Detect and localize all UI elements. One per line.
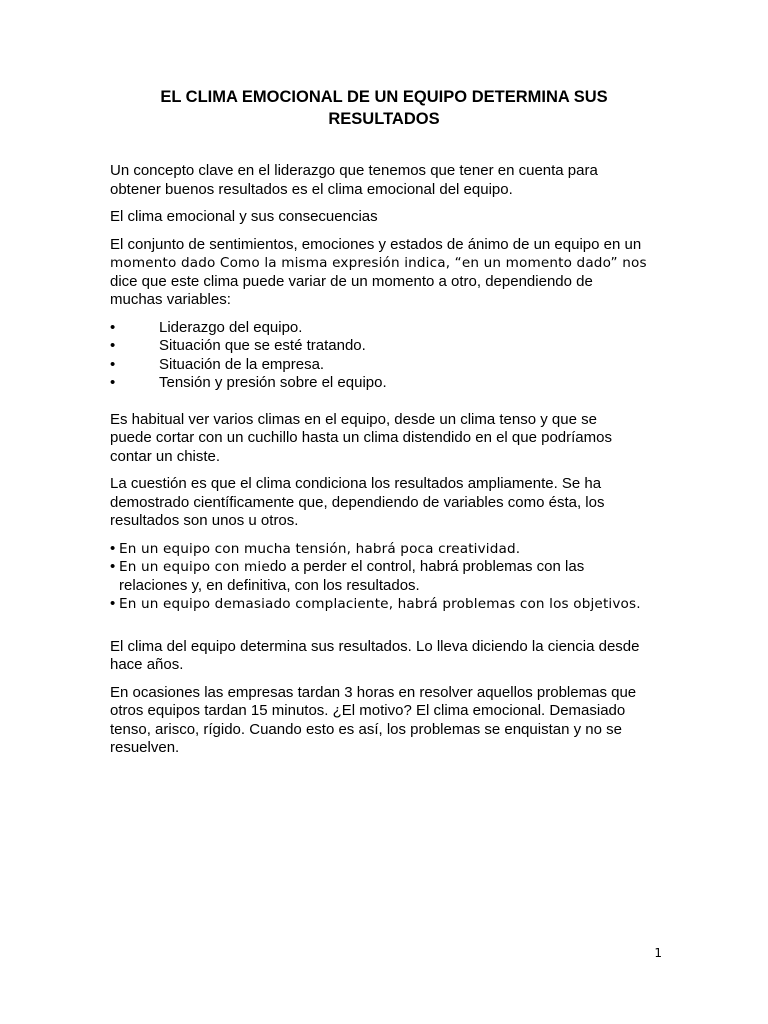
list-item: • Liderazgo del equipo. xyxy=(110,318,303,336)
section-subheading: El clima emocional y sus consecuencias xyxy=(110,208,378,225)
occasions-paragraph: En ocasiones las empresas tardan 3 horas en resolver aquellos problemas que otros equipos tardan 15 minutos. ¿El motivo? El clima emocional. Demasiado tenso, arisco, rígido. Cuando esto es así, los problemas se enquistan y no se resuelven. xyxy=(110,683,637,756)
list-item: • En un equipo con miedo a perder el control, habrá problemas con las relaciones y, en definitiva, con los resultados. xyxy=(110,558,585,594)
definition-paragraph: El conjunto de sentimientos, emociones y estados de ánimo de un equipo en un momento dado Como la misma expresión indica, “en un momento dado” nos dice que este clima puede variar de un momento a otro, dependiendo de muchas variables: xyxy=(110,235,647,308)
page-number: 1 xyxy=(654,946,662,960)
bullet-icon: • xyxy=(110,337,116,354)
results-paragraph: La cuestión es que el clima condiciona los resultados ampliamente. Se ha demostrado científicamente que, dependiendo de variables como ésta, los resultados son unos u otros. xyxy=(110,475,605,529)
list-item: • Situación que se esté tratando. xyxy=(110,337,366,354)
title-line: EL CLIMA EMOCIONAL DE UN EQUIPO DETERMINA SUS xyxy=(160,88,608,106)
climates-paragraph: Es habitual ver varios climas en el equipo, desde un clima tenso y que se puede cortar con un cuchillo hasta un clima distendido en el que podríamos contar un chiste. xyxy=(110,410,612,465)
list-item: • Situación de la empresa. xyxy=(110,355,325,373)
list-item: • En un equipo con mucha tensión, habrá poca creatividad. xyxy=(110,539,521,557)
title-line: RESULTADOS xyxy=(328,110,440,128)
examples-list xyxy=(110,540,670,614)
bullet-icon: • xyxy=(110,539,116,557)
list-item: • Tensión y presión sobre el equipo. xyxy=(110,374,387,391)
document-body xyxy=(110,162,670,767)
intro-paragraph: Un concepto clave en el liderazgo que tenemos que tener en cuenta para obtener buenos resultados es el clima emocional del equipo. xyxy=(110,162,598,198)
document-title xyxy=(110,86,658,130)
bullet-icon: • xyxy=(110,558,116,575)
list-item: • En un equipo demasiado complaciente, habrá problemas con los objetivos. xyxy=(110,595,641,612)
bullet-icon: • xyxy=(110,595,116,612)
variables-list xyxy=(110,319,670,393)
bullet-icon: • xyxy=(110,374,116,391)
bullet-icon: • xyxy=(110,318,116,336)
science-paragraph: El clima del equipo determina sus resultados. Lo lleva diciendo la ciencia desde hace años. xyxy=(110,637,640,673)
bullet-icon: • xyxy=(110,355,116,373)
